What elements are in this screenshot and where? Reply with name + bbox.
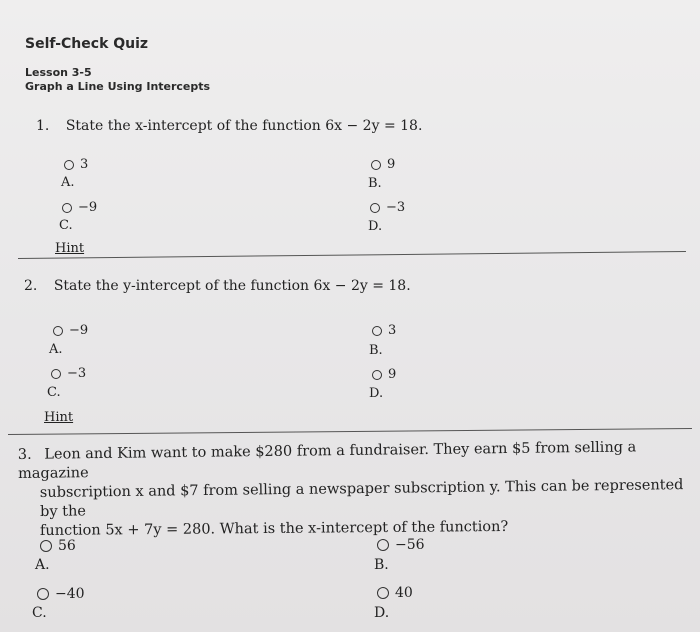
lesson-info [25,66,210,94]
option-value: −40 [55,586,85,602]
question-text-line-1: Leon and Kim want to make $280 from a fundraiser. They earn $5 from selling a magazine [18,439,637,482]
q1-hint-link[interactable]: Hint [55,241,85,256]
question-number: 1. [36,118,50,134]
option-value: −3 [386,200,406,215]
q3-option-c[interactable] [37,586,85,602]
question-text-line-2: subscription x and $7 from selling a newspaper subscription y. This can be represented by the [39,477,684,520]
radio-button[interactable] [62,203,72,213]
option-value: 9 [388,367,397,382]
q3-option-a[interactable] [40,538,76,554]
option-letter: B. [368,176,382,191]
question-number: 3. [17,446,32,464]
q3-option-d[interactable] [377,585,413,601]
question-1 [36,117,422,136]
q1-option-d[interactable] [370,200,405,215]
q2-option-c[interactable] [51,366,86,381]
radio-button[interactable] [51,369,61,379]
radio-button[interactable] [371,160,381,170]
option-value: 9 [387,157,396,172]
option-letter: A. [49,342,63,357]
option-value: 56 [58,538,76,554]
q2-option-d[interactable] [372,367,396,382]
option-letter: C. [32,605,47,621]
q1-option-b[interactable] [371,157,395,172]
question-3 [17,439,698,541]
question-number: 2. [24,278,38,294]
q2-hint-link[interactable]: Hint [44,410,74,425]
divider [8,428,692,435]
option-letter: A. [35,557,50,573]
option-letter: C. [47,385,61,400]
question-2 [24,277,411,296]
radio-button[interactable] [372,326,382,336]
q2-option-b[interactable] [372,323,396,338]
option-value: −56 [395,537,425,553]
question-text: State the x-intercept of the function 6x − 2y = 18. [65,118,423,134]
radio-button[interactable] [372,370,382,380]
q3-option-b[interactable] [377,537,425,553]
radio-button[interactable] [53,326,63,336]
option-letter: A. [61,175,75,190]
option-value: 3 [80,157,89,172]
option-value: −9 [78,200,98,215]
q2-option-a[interactable] [53,323,88,338]
option-letter: D. [374,605,390,621]
divider [18,251,686,259]
lesson-title: Graph a Line Using Intercepts [25,80,211,93]
option-letter: B. [369,343,383,358]
radio-button[interactable] [40,540,52,552]
option-letter: C. [59,218,73,233]
radio-button[interactable] [377,587,389,599]
question-text: State the y-intercept of the function 6x − 2y = 18. [53,278,411,294]
option-value: 40 [395,585,413,601]
q1-option-a[interactable] [64,157,88,172]
option-letter: D. [369,386,384,401]
option-letter: B. [374,557,389,573]
radio-button[interactable] [377,539,389,551]
radio-button[interactable] [64,160,74,170]
q1-option-c[interactable] [62,200,97,215]
quiz-title: Self-Check Quiz [25,36,149,52]
option-value: −3 [67,366,87,381]
question-text-line-3: function 5x + 7y = 280. What is the x-intercept of the function? [39,518,509,539]
option-letter: D. [368,219,383,234]
radio-button[interactable] [37,588,49,600]
option-value: 3 [388,323,397,338]
radio-button[interactable] [370,203,380,213]
lesson-number: Lesson 3-5 [25,66,92,79]
option-value: −9 [69,323,89,338]
